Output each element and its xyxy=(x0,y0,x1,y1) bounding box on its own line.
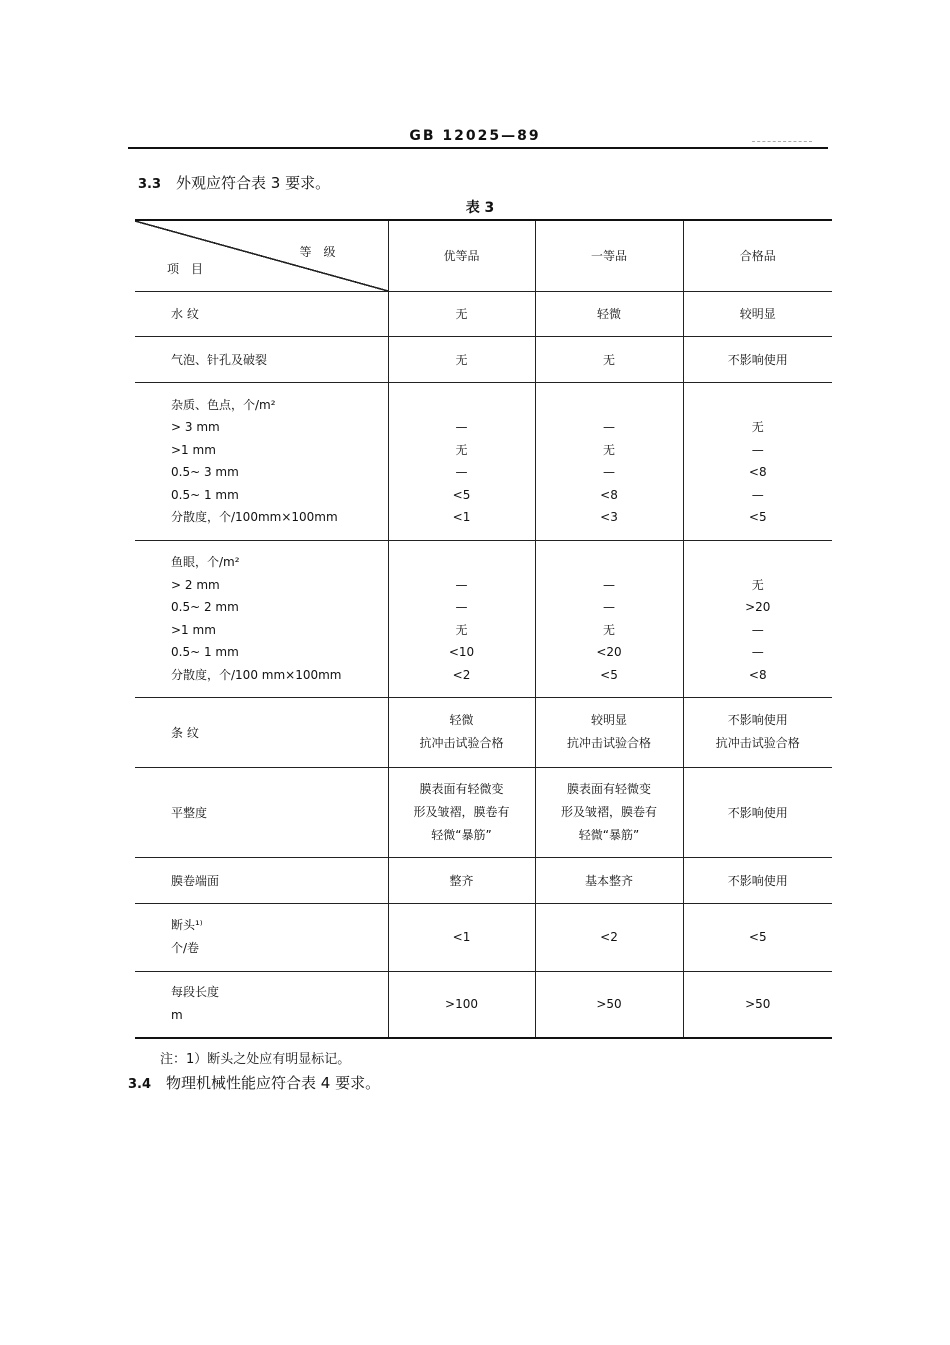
cell-line: >1 mm xyxy=(171,622,216,637)
cell-line: 分散度，个/100 mm×100mm xyxy=(171,667,342,682)
value-cell xyxy=(535,857,683,903)
cell-line: 无 xyxy=(455,442,468,457)
value-cell xyxy=(388,382,535,540)
cell-line: — xyxy=(603,577,615,592)
cell-line: 杂质、色点，个/m² xyxy=(171,397,276,412)
value-cell xyxy=(535,540,683,697)
cell-line: — xyxy=(751,622,764,637)
value-cell xyxy=(388,291,535,336)
cell-line: — xyxy=(455,577,468,592)
cell-line: — xyxy=(455,420,468,434)
cell-line: <8 xyxy=(748,667,767,682)
cell-line: <5 xyxy=(452,487,471,502)
value-cell xyxy=(683,697,832,767)
table-row xyxy=(135,903,832,971)
table-header-row xyxy=(135,220,832,291)
header-faint-rule xyxy=(752,141,812,142)
column-header: 优等品 xyxy=(388,220,535,291)
section-number: 3.3 xyxy=(138,177,162,192)
cell-line: <5 xyxy=(600,667,618,682)
cell-line: 无 xyxy=(751,577,764,592)
cell-line: — xyxy=(751,487,764,502)
cell-line: 轻微“暴筋” xyxy=(431,827,492,842)
item-cell xyxy=(135,971,388,1038)
cell-line xyxy=(684,551,833,574)
value-cell xyxy=(388,540,535,697)
cell-line: >50 xyxy=(596,997,622,1012)
value-cell xyxy=(388,336,535,382)
cell-line: 不影响使用 xyxy=(727,352,788,367)
cell-line: <8 xyxy=(600,487,618,502)
table-row xyxy=(135,697,832,767)
cell-line: — xyxy=(751,645,764,659)
section-3-4 xyxy=(128,1072,380,1093)
section-number: 3.4 xyxy=(128,1077,152,1092)
cell-line: 无 xyxy=(602,352,615,367)
cell-line: <10 xyxy=(448,645,475,659)
item-cell xyxy=(135,697,388,767)
value-cell xyxy=(388,697,535,767)
section-text: 物理机械性能应符合表 4 要求。 xyxy=(166,1074,381,1092)
cell-line: — xyxy=(603,600,615,614)
cell-line: 无 xyxy=(602,442,615,457)
cell-line: 膜表面有轻微变 xyxy=(566,781,651,796)
document-header-title: GB 12025—89 xyxy=(409,128,541,144)
table-row xyxy=(135,382,832,540)
cell-line: <5 xyxy=(748,510,767,524)
item-cell xyxy=(135,336,388,382)
table-row xyxy=(135,857,832,903)
cell-line: <1 xyxy=(452,930,471,944)
cell-line: 0.5~ 1 mm xyxy=(171,645,239,659)
value-cell xyxy=(683,291,832,336)
item-cell xyxy=(135,767,388,857)
cell-line: 较明显 xyxy=(590,713,627,727)
cell-line: — xyxy=(455,465,468,479)
section-text: 外观应符合表 3 要求。 xyxy=(176,174,331,192)
cell-line: 轻微“暴筋” xyxy=(578,827,640,842)
cell-line xyxy=(536,394,683,417)
cell-line: 膜卷端面 xyxy=(171,873,220,888)
cell-line: 无 xyxy=(455,352,468,367)
cell-line: 水 纹 xyxy=(171,307,199,321)
cell-line: >50 xyxy=(745,997,771,1012)
cell-line: 不影响使用 xyxy=(727,805,788,820)
corner-grade-label: 等级 xyxy=(299,245,348,259)
value-cell xyxy=(683,540,832,697)
cell-line: >20 xyxy=(745,600,771,614)
value-cell xyxy=(683,903,832,971)
cell-line: 较明显 xyxy=(739,307,776,321)
cell-line: — xyxy=(751,442,764,457)
table-note: 注：1）断头之处应有明显标记。 xyxy=(160,1052,351,1067)
cell-line: >100 xyxy=(445,997,478,1012)
cell-line: <20 xyxy=(596,645,622,659)
value-cell xyxy=(535,697,683,767)
value-cell xyxy=(683,767,832,857)
cell-line: >1 mm xyxy=(171,442,216,457)
cell-line: 无 xyxy=(455,307,468,321)
item-cell xyxy=(135,382,388,540)
cell-line xyxy=(389,394,535,417)
cell-line: <3 xyxy=(600,510,618,524)
value-cell xyxy=(683,971,832,1038)
corner-cell xyxy=(135,220,388,291)
value-cell xyxy=(388,971,535,1038)
cell-line: > 2 mm xyxy=(171,577,220,592)
cell-line: 无 xyxy=(751,420,764,434)
cell-line: 无 xyxy=(455,622,468,637)
appearance-table xyxy=(135,219,832,1039)
cell-line: 轻微 xyxy=(596,307,621,321)
value-cell xyxy=(535,767,683,857)
item-cell xyxy=(135,291,388,336)
cell-line xyxy=(684,394,833,417)
cell-line: 整齐 xyxy=(449,873,474,888)
value-cell xyxy=(535,971,683,1038)
cell-line: > 3 mm xyxy=(171,420,220,434)
value-cell xyxy=(388,857,535,903)
column-header: 一等品 xyxy=(535,220,683,291)
cell-line xyxy=(536,551,683,574)
section-3-3 xyxy=(138,172,330,193)
cell-line: 无 xyxy=(602,622,615,637)
value-cell xyxy=(388,767,535,857)
value-cell xyxy=(535,903,683,971)
header-rule xyxy=(128,147,828,149)
cell-line: 不影响使用 xyxy=(727,713,788,727)
cell-line: 形及皱褶，膜卷有 xyxy=(413,804,510,819)
cell-line: 轻微 xyxy=(449,713,474,727)
value-cell xyxy=(388,903,535,971)
cell-line: 断头¹⁾ xyxy=(171,918,203,932)
cell-line: <2 xyxy=(600,930,618,944)
cell-line: 个/卷 xyxy=(171,941,200,955)
cell-line: 抗冲击试验合格 xyxy=(419,736,504,750)
cell-line: 0.5~ 2 mm xyxy=(171,600,239,614)
cell-line: 平整度 xyxy=(171,805,208,820)
cell-line: 0.5~ 3 mm xyxy=(171,465,239,479)
cell-line: 抗冲击试验合格 xyxy=(566,736,651,750)
cell-line xyxy=(389,551,535,574)
cell-line: 条 纹 xyxy=(171,725,199,740)
table-caption: 表 3 xyxy=(465,200,495,216)
column-header: 合格品 xyxy=(683,220,832,291)
cell-line: 每段长度 xyxy=(171,985,220,1000)
cell-line: m xyxy=(171,1008,183,1023)
table-row xyxy=(135,336,832,382)
cell-line: 气泡、针孔及破裂 xyxy=(171,352,268,367)
table-row xyxy=(135,971,832,1038)
cell-line: <5 xyxy=(748,930,767,944)
table-row xyxy=(135,291,832,336)
item-cell xyxy=(135,540,388,697)
cell-line: 鱼眼，个/m² xyxy=(171,555,240,569)
cell-line: 基本整齐 xyxy=(584,873,633,888)
item-cell xyxy=(135,903,388,971)
value-cell xyxy=(535,291,683,336)
cell-line: 0.5~ 1 mm xyxy=(171,487,239,502)
cell-line: — xyxy=(455,600,468,614)
table-row xyxy=(135,540,832,697)
cell-line: 抗冲击试验合格 xyxy=(715,736,800,750)
cell-line: — xyxy=(603,465,615,479)
value-cell xyxy=(535,382,683,540)
corner-item-label: 项目 xyxy=(167,261,216,276)
cell-line: — xyxy=(603,420,615,434)
table-row xyxy=(135,767,832,857)
cell-line: <1 xyxy=(452,510,471,524)
cell-line: 形及皱褶，膜卷有 xyxy=(560,804,657,819)
cell-line: 不影响使用 xyxy=(727,873,788,888)
cell-line: <2 xyxy=(452,667,471,682)
value-cell xyxy=(683,336,832,382)
value-cell xyxy=(683,382,832,540)
value-cell xyxy=(535,336,683,382)
value-cell xyxy=(683,857,832,903)
item-cell xyxy=(135,857,388,903)
cell-line: 膜表面有轻微变 xyxy=(419,781,504,796)
cell-line: 分散度，个/100mm×100mm xyxy=(171,510,338,524)
cell-line: <8 xyxy=(748,465,767,479)
